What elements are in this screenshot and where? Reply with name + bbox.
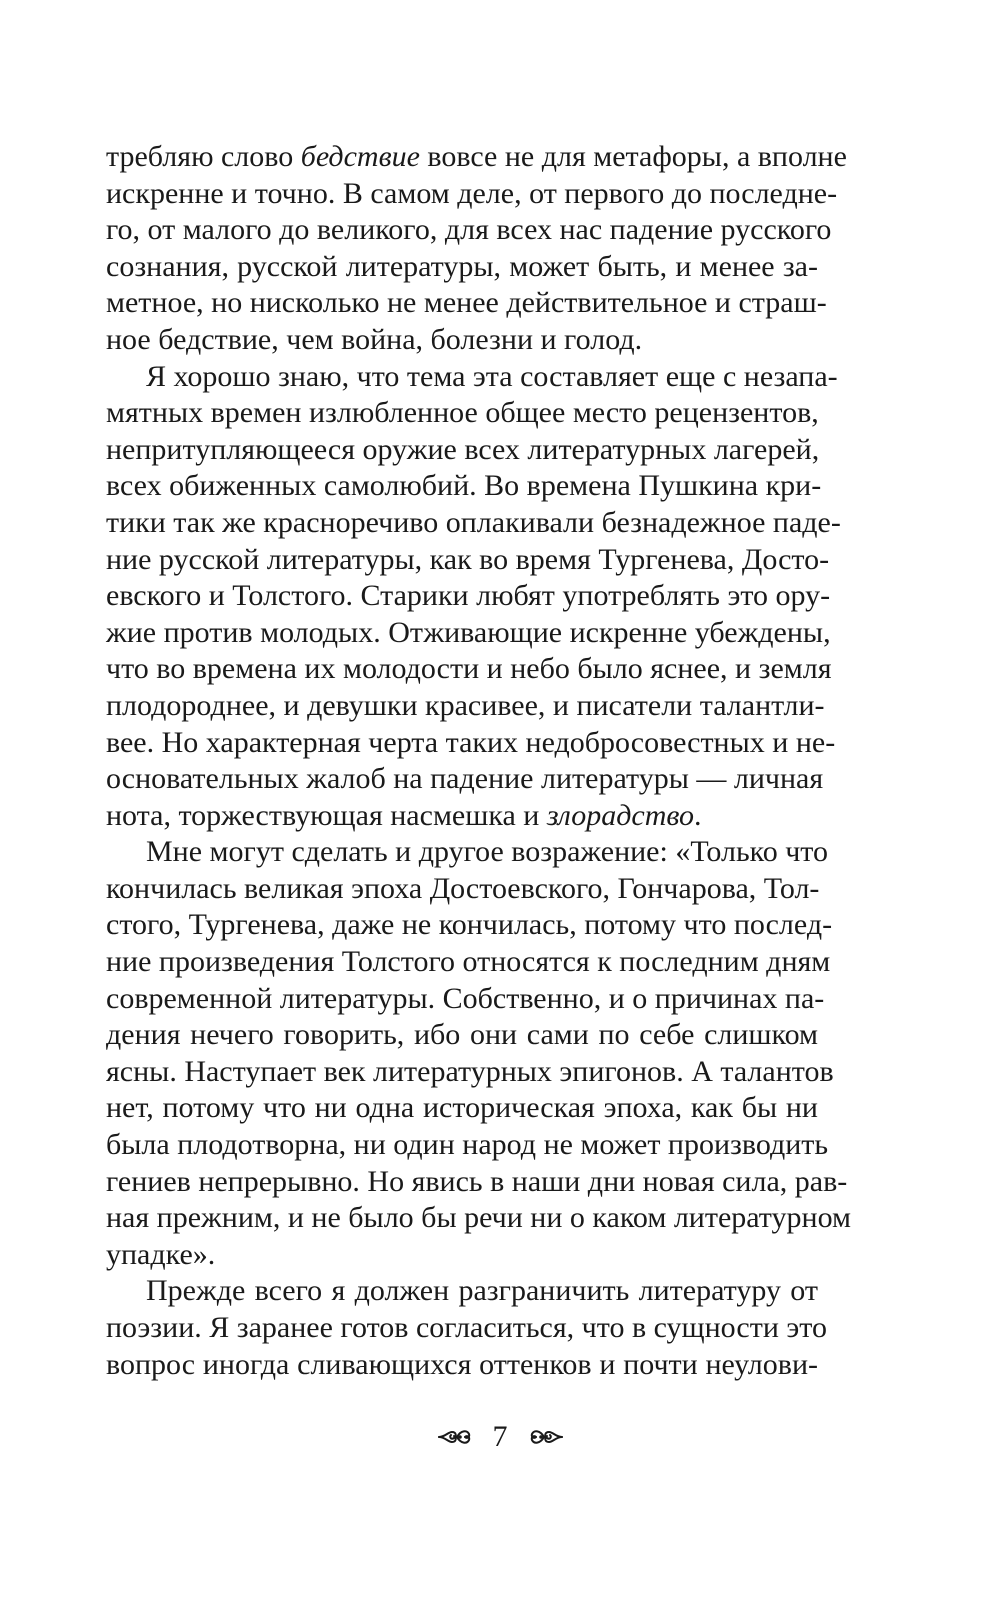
- text-line: [106, 1164, 848, 1201]
- line-text: что во времена их молодости и небо было яснее, и земля: [106, 652, 832, 686]
- line-text: дения нечего говорить, ибо они сами по себе слишком: [106, 1018, 818, 1052]
- line-text: искренне и точно. В самом деле, от первого до последне-: [106, 176, 838, 210]
- emphasis-word: злорадство: [546, 798, 695, 832]
- text-line: [106, 176, 838, 213]
- line-text: вопрос иногда сливающихся оттенков и почти неулови-: [106, 1347, 818, 1381]
- text-line: [106, 907, 833, 944]
- text-line: [106, 651, 832, 688]
- text-line: [106, 981, 825, 1018]
- line-text: мятных времен излюбленное общее место рецензентов,: [106, 396, 819, 430]
- text-line: [106, 615, 831, 652]
- text-line: [106, 798, 818, 835]
- text-line: [106, 578, 831, 615]
- text-line: [106, 725, 836, 762]
- line-text: Мне могут сделать и другое возражение: «Только что: [146, 835, 829, 869]
- line-text: го, от малого до великого, для всех нас падение русского: [106, 213, 832, 247]
- line-text: ясны. Наступает век литературных эпигонов. А талантов: [106, 1054, 834, 1088]
- text-line: [106, 322, 818, 359]
- text-line: [106, 285, 827, 322]
- text-line: [106, 688, 825, 725]
- text-line: [106, 834, 829, 871]
- page-number: 7: [492, 1420, 508, 1453]
- text-line: [106, 542, 830, 579]
- line-text: основательных жалоб на падение литературы — личная: [106, 762, 824, 796]
- line-text: тики так же красноречиво оплакивали безнадежное паде-: [106, 505, 841, 539]
- text-line: [106, 212, 832, 249]
- line-text: упадке».: [106, 1237, 216, 1271]
- text-line: [106, 395, 818, 432]
- line-text: гениев непрерывно. Но явись в наши дни новая сила, рав-: [106, 1164, 848, 1198]
- text-line: [106, 139, 847, 176]
- text-line: [106, 359, 838, 396]
- line-text-after: .: [694, 798, 702, 832]
- text-line: [106, 505, 841, 542]
- line-text: нет, потому что ни одна историческая эпоха, как бы ни: [106, 1091, 818, 1125]
- text-line: [106, 1310, 827, 1347]
- line-text: всех обиженных самолюбий. Во времена Пушкина кри-: [106, 469, 822, 503]
- line-text: ная прежним, и не было бы речи ни о каком литературном: [106, 1201, 851, 1235]
- line-text: кончилась великая эпоха Достоевского, Гончарова, Тол-: [106, 871, 820, 905]
- fleuron-right-icon: [530, 1424, 564, 1450]
- text-line: [106, 761, 824, 798]
- line-text: сознания, русской литературы, может быть, и менее за-: [106, 249, 818, 283]
- line-text: вее. Но характерная черта таких недобросовестных и не-: [106, 725, 836, 759]
- text-body: [106, 139, 851, 1383]
- line-text: поэзии. Я заранее готов согласиться, что в сущности это: [106, 1311, 827, 1344]
- line-text: современной литературы. Собственно, и о причинах па-: [106, 981, 825, 1015]
- text-line: [106, 1054, 834, 1091]
- line-text: стого, Тургенева, даже не кончилась, потому что послед-: [106, 908, 833, 942]
- text-line: [106, 944, 831, 981]
- line-text: плодороднее, и девушки красивее, и писатели талантли-: [106, 688, 825, 722]
- line-text-before: нота, торжествующая насмешка и: [106, 798, 547, 832]
- line-text: непритупляющееся оружие всех литературных лагерей,: [106, 432, 820, 466]
- text-line: [106, 249, 818, 286]
- line-text: ние русской литературы, как во время Тургенева, Досто-: [106, 542, 830, 576]
- text-line: [106, 1200, 851, 1237]
- text-line: [106, 1090, 818, 1127]
- line-text-after: вовсе не для метафоры, а вполне: [419, 140, 847, 173]
- line-text: метное, но нисколько не менее действительное и страш-: [106, 286, 827, 320]
- text-line: [106, 1273, 818, 1310]
- line-text: Я хорошо знаю, что тема эта составляет еще с незапа-: [146, 359, 838, 393]
- emphasis-word: бедствие: [300, 140, 420, 173]
- text-line: [106, 1237, 818, 1274]
- line-text: Прежде всего я должен разграничить литературу от: [146, 1274, 818, 1308]
- text-line: [106, 1127, 829, 1164]
- page-footer: [0, 1412, 1000, 1462]
- text-line: [106, 468, 822, 505]
- line-text: ное бедствие, чем война, болезни и голод.: [106, 322, 643, 356]
- line-text-before: требляю слово: [106, 140, 301, 173]
- text-line: [106, 1347, 818, 1384]
- text-line: [106, 871, 818, 908]
- line-text: ние произведения Толстого относятся к последним дням: [106, 945, 831, 979]
- text-line: [106, 1017, 818, 1054]
- line-text: евского и Толстого. Старики любят употреблять это ору-: [106, 579, 831, 613]
- line-text: жие против молодых. Отживающие искренне убеждены,: [106, 615, 831, 649]
- text-line: [106, 432, 818, 469]
- fleuron-left-icon: [437, 1424, 471, 1450]
- line-text: была плодотворна, ни один народ не может производить: [106, 1128, 829, 1162]
